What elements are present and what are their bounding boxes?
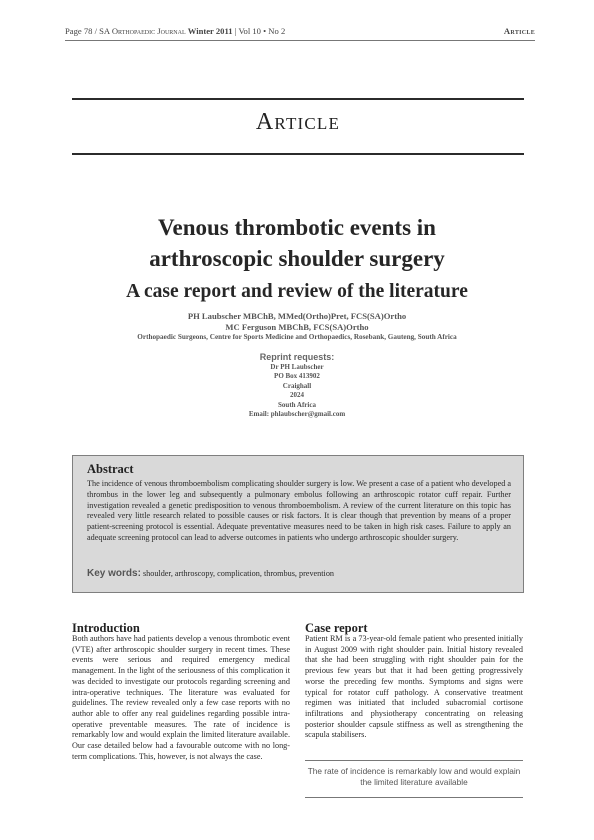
article-subtitle: A case report and review of the literature	[126, 281, 468, 302]
header-rule	[65, 40, 535, 41]
pull-quote-rule-top	[305, 760, 523, 761]
reprint-email: Email: phlaubscher@gmail.com	[248, 409, 346, 418]
abstract-body: The incidence of venous thromboembolism complicating shoulder surgery is low. We present a case of a patient who developed a thrombus in the lower leg and subsequently a pulmonary embolus following an arthroscopic rotator cuff repair. Further investigation revealed a genetic predisposition to venous thromboembolism. A review of the current literature on this topic has revealed very little research related to possible causes or risk factors. It is clear though that prevention by means of a proper patient-screening protocol is essential. Adequate preventative measures need to be taken in high risk cases. Failure to apply an adequate screening protocol can lead to adverse outcomes in patients who undergo arthroscopic shoulder surgery.	[87, 479, 511, 542]
running-header	[65, 26, 535, 40]
volume: Vol 10	[238, 26, 261, 36]
author-list	[60, 311, 534, 333]
running-header-section: Article	[503, 26, 535, 36]
article-title	[60, 212, 534, 274]
case-report-body: Patient RM is a 73-year-old female patient who presented initially in August 2009 with right shoulder pain. Initial history revealed that she had been struggling with right shoulder pain for the previous few years but that it had been getting progressively worse the preceding few months. Symptoms and signs were typical for rotator cuff pathology. A conservative treatment regimen was initiated that included subacromial cortisone infiltrations and physiotherapy concentrating on releasing posterior shoulder capsule stiffness as well as strengthening the scapula stabilisers.	[305, 634, 523, 740]
section-rule-bottom	[72, 153, 524, 155]
pull-quote: The rate of incidence is remarkably low and would explain the limited literature available	[307, 766, 521, 787]
keywords-label: Key words:	[87, 568, 141, 579]
affiliation: Orthopaedic Surgeons, Centre for Sports Medicine and Orthopaedics, Rosebank, Gauteng, South Africa	[137, 333, 457, 341]
reprint-line: South Africa	[278, 400, 316, 409]
author-2: MC Ferguson MBChB, FCS(SA)Ortho	[225, 322, 369, 332]
journal-name: SA Orthopaedic Journal	[99, 26, 186, 36]
author-1: PH Laubscher MBChB, MMed(Ortho)Pret, FCS(SA)Ortho	[187, 311, 407, 321]
article-title-line-2: arthroscopic shoulder surgery	[149, 246, 445, 271]
pull-quote-rule-bottom	[305, 797, 523, 798]
reprint-heading: Reprint requests:	[259, 352, 335, 362]
section-rule-top	[72, 98, 524, 100]
reprint-line: Craighall	[282, 381, 312, 390]
issue-number: No 2	[268, 26, 286, 36]
running-header-left: Page 78 / SA Orthopaedic Journal Winter 2011 | Vol 10 • No 2	[65, 26, 286, 36]
abstract-box	[72, 455, 524, 593]
case-report-heading: Case report	[305, 621, 368, 635]
issue-season: Winter 2011	[187, 26, 233, 36]
section-title: Article	[255, 109, 341, 135]
reprint-line: Dr PH Laubscher	[270, 363, 324, 371]
reprint-line: 2024	[290, 391, 304, 400]
reprint-line: PO Box 413902	[274, 372, 320, 381]
reprint-address	[60, 363, 534, 419]
page-number: Page 78	[65, 26, 93, 36]
introduction-body: Both authors have had patients develop a venous thrombotic event (VTE) after arthroscopic shoulder surgery in recent times. These events were serious and required emergency medical management. In the light of the seriousness of this complication it was decided to investigate our protocols regarding screening and intra-operative techniques. The literature was evaluated for guidelines. The review revealed only a few case reports with no author able to offer any real guidelines regarding possible intra-operative preventable measures. The rate of incidence is remarkably low and would explain the limited literature available. Our case detailed below had a favourable outcome with no long-term complications. This, however, is not always the case.	[72, 634, 290, 761]
keywords-list: shoulder, arthroscopy, complication, thrombus, prevention	[142, 569, 335, 578]
abstract-heading: Abstract	[87, 462, 134, 476]
article-title-line-1: Venous thrombotic events in	[158, 215, 436, 240]
keywords	[87, 568, 511, 579]
introduction-heading: Introduction	[72, 621, 140, 635]
